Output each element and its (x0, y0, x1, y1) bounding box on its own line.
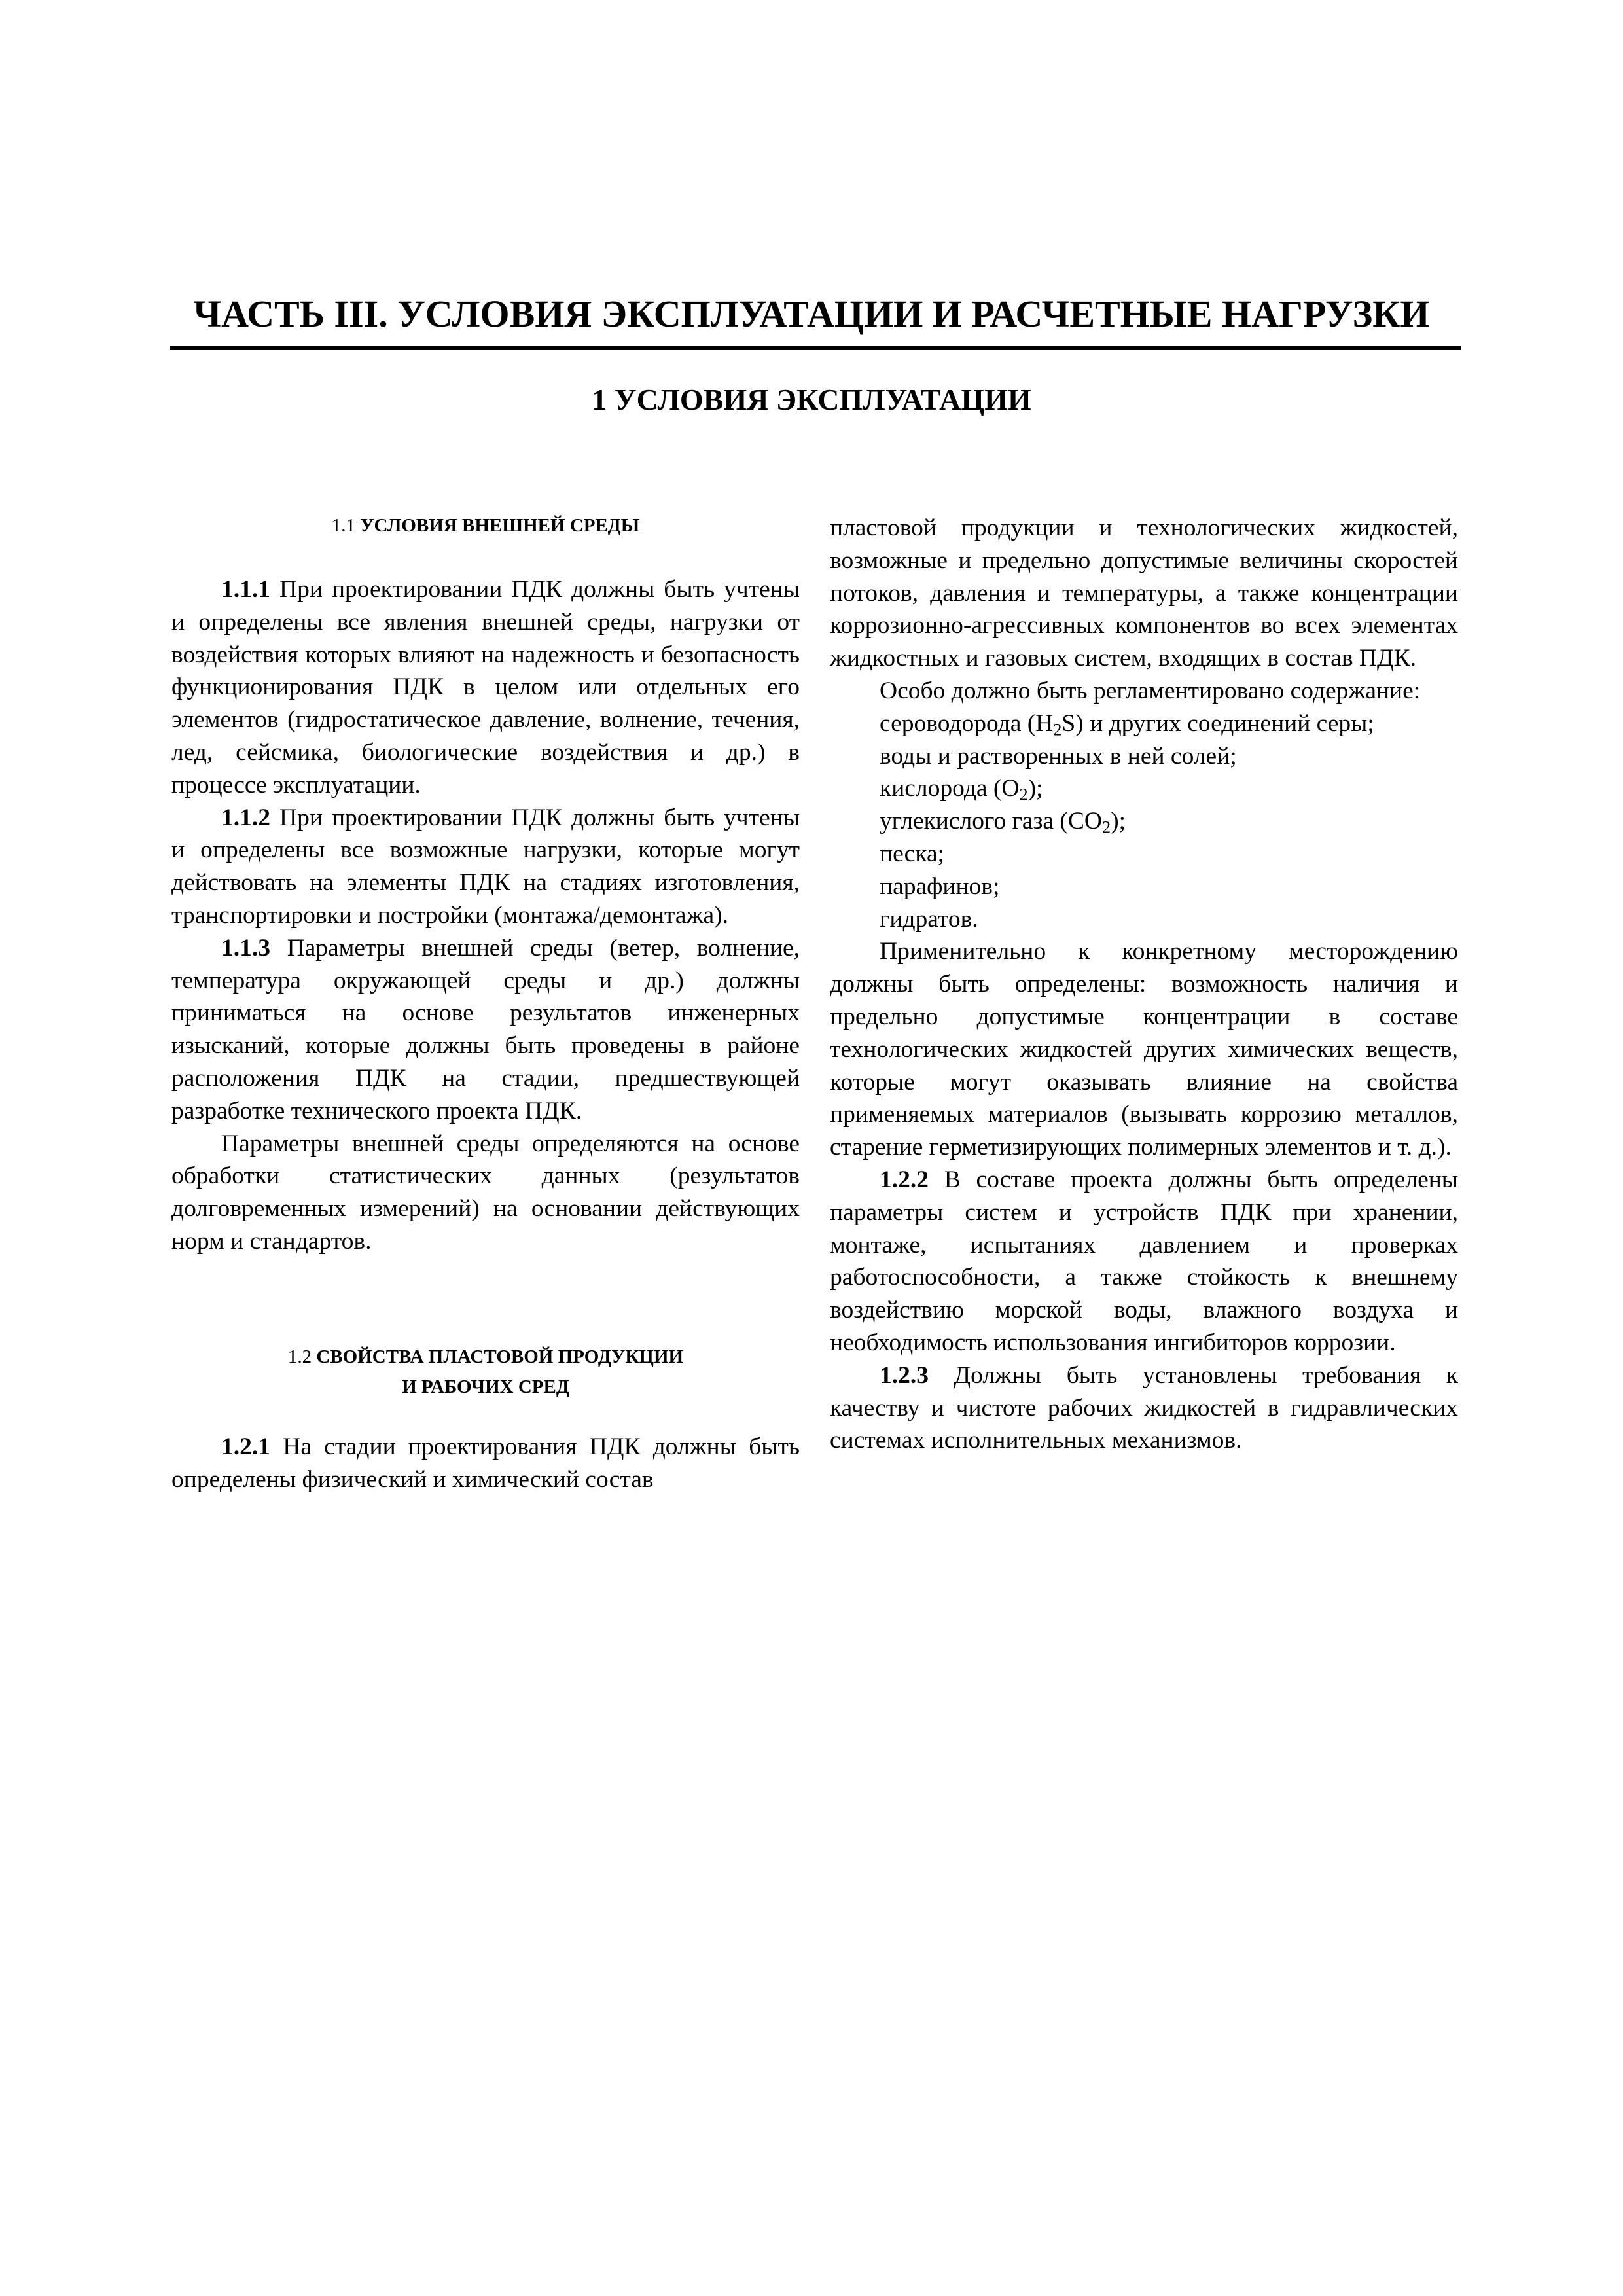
clause-number: 1.2.1 (221, 1433, 270, 1460)
right-column (830, 512, 1458, 1457)
paragraph-field: Применительно к конкретному месторождению должны быть определены: возможность наличия и предельно допустимые концентрации в составе технологических жидкостей других химических веществ, которые могут оказывать влияние на свойства применяемых материалов (вызывать коррозию металлов, старение герметизирующих полимерных элементов и т. д.). (830, 938, 1458, 1161)
section-1-1-heading (171, 511, 800, 541)
title-divider (170, 346, 1461, 350)
part-title: ЧАСТЬ III. УСЛОВИЯ ЭКСПЛУАТАЦИИ И РАСЧЕТНЫЕ НАГРУЗКИ (193, 293, 1430, 335)
list-item-water: воды и растворенных в ней солей; (880, 742, 1237, 770)
clause-text: При проектировании ПДК должны быть учтены и определены все явления внешней среды, нагрузки от воздействия которых влияют на надежность и безопасность функционирования ПДК в целом или отдельных его элементов (гидростатическое давление, волнение, течения, лед, сейсмика, биологические воздействия и др.) в процессе эксплуатации. (171, 576, 800, 798)
section-title-line2: И РАБОЧИХ СРЕД (402, 1376, 569, 1397)
clause-1-2-1-continued: пластовой продукции и технологических жидкостей, возможные и предельно допустимые величины скоростей потоков, давления и температуры, а также концентрации коррозионно-агрессивных компонентов во всех элементах жидкостных и газовых систем, входящих в состав ПДК. (830, 514, 1458, 672)
list-item-o2: кислорода $(O_2)$; (880, 775, 1043, 804)
clause-number: 1.2.2 (880, 1166, 929, 1193)
clause-text: Должны быть установлены требования к качеству и чистоте рабочих жидкостей в гидравлических системах исполнительных механизмов. (830, 1361, 1459, 1454)
clause-1-1-1 (171, 573, 800, 802)
clause-number: 1.1.3 (221, 934, 270, 961)
clause-1-1-2 (171, 802, 800, 932)
clause-text: В составе проекта должны быть определены параметры систем и устройств ПДК при хранении, монтаже, испытаниях давлением и проверках работоспособности, а также стойкость к внешнему воздействию морской воды, влажного воздуха и необходимость использования ингибиторов коррозии. (830, 1166, 1459, 1356)
list-item-sand: песка; (880, 840, 945, 867)
clause-text: На стадии проектирования ПДК должны быть определены физический и химический состав (171, 1433, 800, 1493)
clause-1-1-3 (171, 932, 800, 1128)
list-item-hydrates: гидратов. (880, 905, 978, 933)
section-title: УСЛОВИЯ ВНЕШНЕЙ СРЕДЫ (360, 515, 640, 536)
section-number: 1.2 (287, 1346, 312, 1367)
chapter-title: 1 УСЛОВИЯ ЭКСПЛУАТАЦИИ (592, 383, 1031, 416)
clause-text: Параметры внешней среды (ветер, волнение, температура окружающей среды и др.) должны приниматься на основе результатов инженерных изысканий, которые должны быть проведены в районе расположения ПДК на стадии, предшествующей разработке технического проекта ПДК. (171, 934, 800, 1124)
clause-text: При проектировании ПДК должны быть учтены и определены все возможные нагрузки, которые могут действовать на элементы ПДК на стадиях изготовления, транспортировки и постройки (монтажа/демонтажа). (171, 804, 800, 929)
content-intro: Особо должно быть регламентировано содержание: (880, 677, 1421, 704)
list-item-co2: углекислого газа $(CO_2)$; (880, 808, 1126, 837)
section-1-2-heading (171, 1342, 800, 1402)
clause-number: 1.2.3 (880, 1361, 929, 1389)
clause-number: 1.1.2 (221, 804, 270, 831)
clause-number: 1.1.1 (221, 576, 270, 603)
clause-1-2-1-start (171, 1431, 800, 1496)
list-item-h2s: сероводорода $(H_2S)$ и других соединений серы; (880, 709, 1374, 740)
clause-1-2-2 (830, 1164, 1458, 1359)
section-number: 1.1 (331, 515, 355, 536)
clause-1-2-3 (830, 1359, 1458, 1457)
section-title-line1: СВОЙСТВА ПЛАСТОВОЙ ПРОДУКЦИИ (316, 1346, 684, 1367)
list-item-paraffins: парафинов; (880, 872, 1000, 900)
paragraph-statistics: Параметры внешней среды определяются на основе обработки статистических данных (результатов долговременных измерений) на основании действующих норм и стандартов. (171, 1130, 800, 1255)
left-column (171, 511, 800, 1496)
